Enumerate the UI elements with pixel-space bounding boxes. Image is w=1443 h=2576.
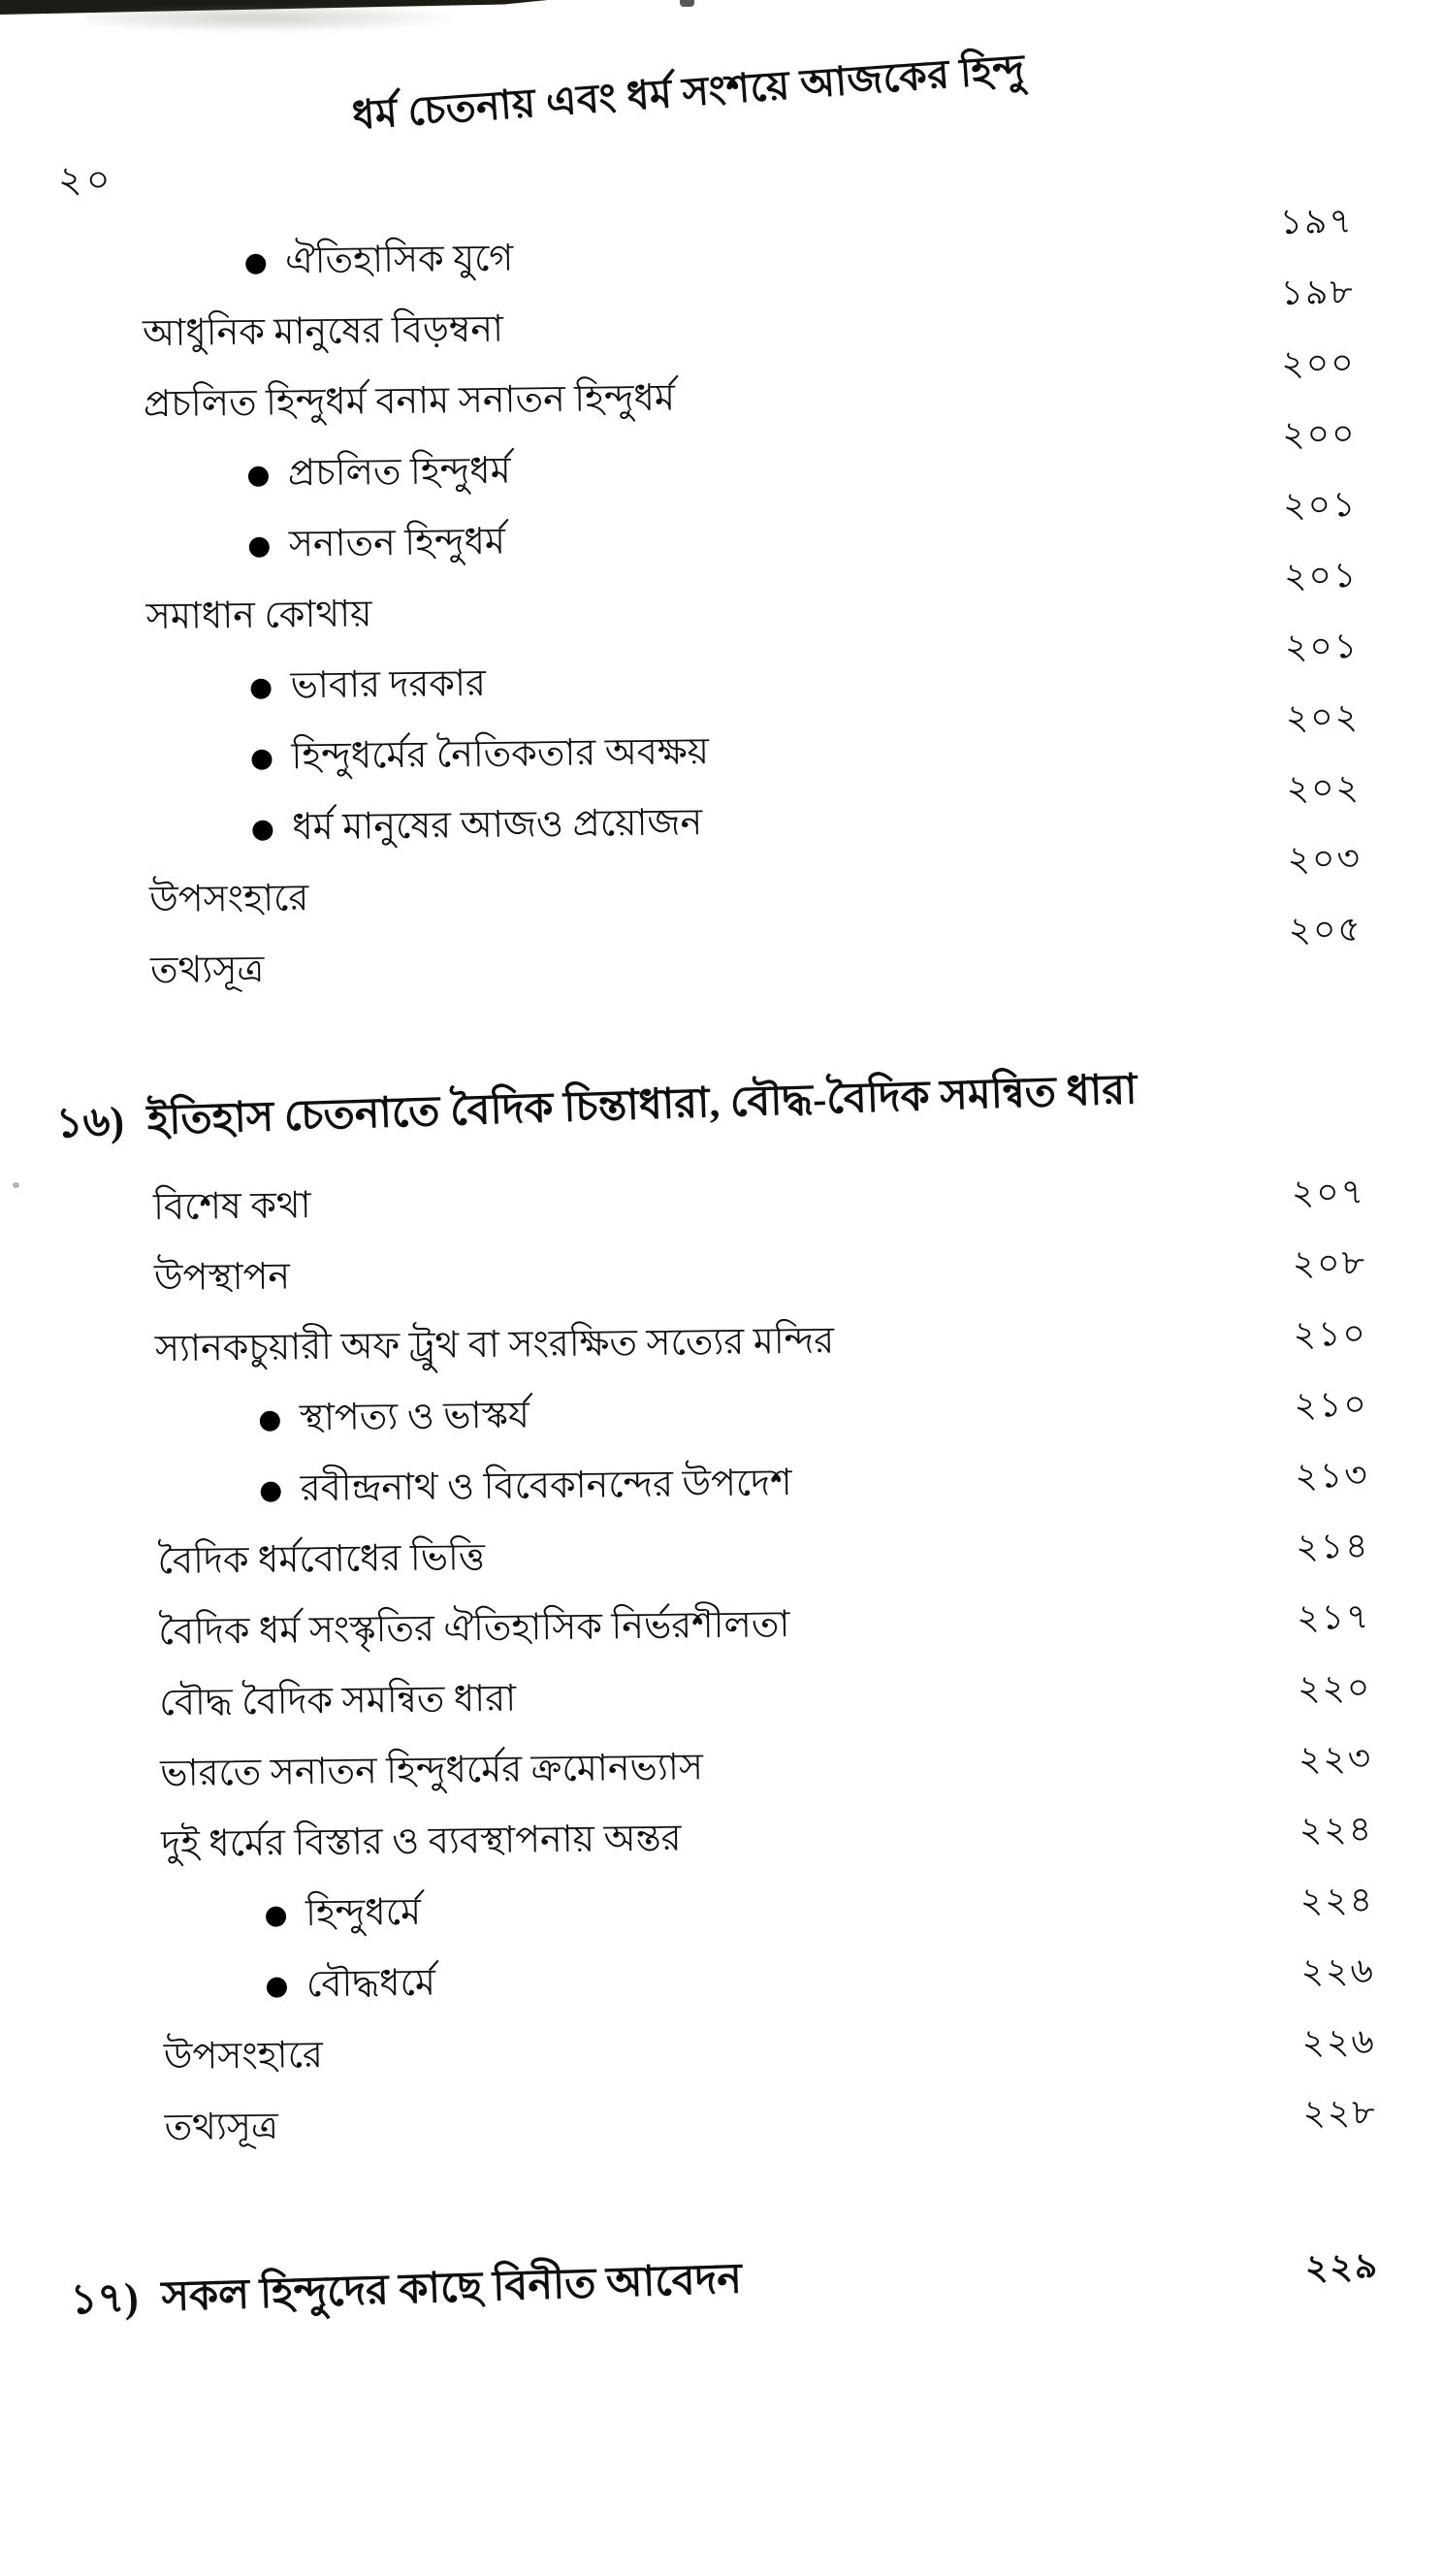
entry-label: ঐতিহাসিক যুগে <box>284 238 514 282</box>
entry-label: প্রচলিত হিন্দুধর্ম বনাম সনাতন হিন্দুধর্ম <box>143 377 676 426</box>
bullet-icon <box>251 750 272 770</box>
entry-page-number: ২০২ <box>1285 696 1361 737</box>
entry-page-number: ২১৩ <box>1295 1455 1369 1496</box>
section-title: ইতিহাস চেতনাতে বৈদিক চিন্তাধারা, বৌদ্ধ-বৈদিক সমন্বিত ধারা <box>146 1067 1138 1144</box>
entry-page-number: ২২৮ <box>1302 2092 1377 2133</box>
entry-label: তথ্যসূত্র <box>164 2106 279 2149</box>
bullet-icon <box>245 254 266 274</box>
page-folio-number: ২০ <box>58 160 114 201</box>
entry-page-number: ২০১ <box>1282 484 1358 525</box>
section-heading <box>70 2225 1443 2337</box>
bullet-icon <box>248 467 269 487</box>
entry-label: বৈদিক ধর্মবোধের ভিত্তি <box>157 1536 486 1583</box>
bullet-icon <box>266 1907 286 1927</box>
entry-page-number: ২১০ <box>1294 1384 1368 1425</box>
entry-page-number: ২২৩ <box>1298 1738 1373 1779</box>
entry-label: উপস্থাপন <box>153 1256 291 1300</box>
section-number: ১৭) <box>69 2275 140 2324</box>
entry-label: ধর্ম মানুষের আজও প্রয়োজন <box>292 802 703 849</box>
entry-page-number: ২২০ <box>1297 1667 1372 1708</box>
entry-label: ভারতে সনাতন হিন্দুধর্মের ক্রমোনভ্যাস <box>160 1747 704 1795</box>
entry-page-number: ১৯৮ <box>1280 272 1355 312</box>
entry-label: স্যানকচুয়ারী অফ ট্রুথ বা সংরক্ষিত সত্যের মন্দির <box>154 1320 835 1370</box>
entry-label: উপসংহারে <box>163 2035 324 2078</box>
entry-label: বিশেষ কথা <box>152 1185 311 1229</box>
section-number: ১৬) <box>54 1099 125 1147</box>
section-page-number: ২২৯ <box>1304 2245 1380 2288</box>
entry-label: সমাধান কোথায় <box>145 594 372 638</box>
entry-label: হিন্দুধর্মে <box>305 1891 422 1935</box>
entry-label: রবীন্দ্রনাথ ও বিবেকানন্দের উপদেশ <box>300 1463 792 1510</box>
table-of-contents <box>0 201 1443 2366</box>
entry-label: আধুনিক মানুষের বিড়ম্বনা <box>142 308 504 355</box>
entry-label: হিন্দুধর্মের নৈতিকতার অবক্ষয় <box>291 731 710 778</box>
entry-page-number: ২১৪ <box>1296 1526 1370 1566</box>
entry-label: তথ্যসূত্র <box>149 949 265 992</box>
scan-artifact-smudge <box>85 6 465 33</box>
entry-page-number: ২২৪ <box>1299 1809 1374 1850</box>
entry-label: বৈদিক ধর্ম সংস্কৃতির ঐতিহাসিক নির্ভরশীলতা <box>158 1604 790 1654</box>
entry-page-number: ২০২ <box>1286 767 1362 808</box>
bullet-icon <box>267 1978 287 1998</box>
running-header-title: ধর্ম চেতনায় এবং ধর্ম সংশয়ে আজকের হিন্দু <box>350 46 1027 139</box>
entry-page-number: ২২৬ <box>1300 1950 1376 1991</box>
entry-page-number: ২০৭ <box>1291 1172 1366 1212</box>
scan-artifact-speck <box>680 0 694 7</box>
entry-page-number: ২০০ <box>1282 413 1357 454</box>
entry-label: স্থাপত্য ও ভাস্কর্য <box>299 1395 530 1439</box>
bullet-icon <box>261 1482 281 1502</box>
entry-label: দুই ধর্মের বিস্তার ও ব্যবস্থাপনায় অন্তর <box>160 1818 682 1866</box>
entry-page-number: ২০৮ <box>1292 1242 1367 1283</box>
bullet-icon <box>250 679 271 699</box>
entry-page-number: ২১০ <box>1293 1313 1368 1354</box>
entry-page-number: ২২৬ <box>1301 2021 1376 2062</box>
entry-page-number: ২২৪ <box>1299 1880 1375 1920</box>
bullet-icon <box>249 537 270 558</box>
bullet-icon <box>260 1411 280 1432</box>
entry-page-number: ২০০ <box>1281 342 1356 383</box>
entry-page-number: ২০৫ <box>1288 909 1363 950</box>
entry-label: প্রচলিত হিন্দুধর্ম <box>287 450 511 495</box>
bullet-icon <box>252 821 273 841</box>
entry-label: উপসংহারে <box>149 878 309 921</box>
section-title: সকল হিন্দুদের কাছে বিনীত আবেদন <box>160 2256 743 2321</box>
entry-label: বৌদ্ধ বৈদিক সমন্বিত ধারা <box>159 1678 517 1724</box>
entry-label: ভাবার দরকার <box>290 662 487 707</box>
section-heading <box>55 1048 1443 1161</box>
entry-page-number: ২০১ <box>1283 555 1359 596</box>
entry-label: বৌদ্ধধর্মে <box>305 1962 436 2006</box>
entry-page-number: ২০৩ <box>1287 838 1363 879</box>
entry-page-number: ১৯৭ <box>1279 201 1355 242</box>
entry-page-number: ২১৭ <box>1296 1596 1371 1637</box>
entry-page-number: ২০১ <box>1284 626 1360 666</box>
entry-label: সনাতন হিন্দুধর্ম <box>288 521 506 565</box>
